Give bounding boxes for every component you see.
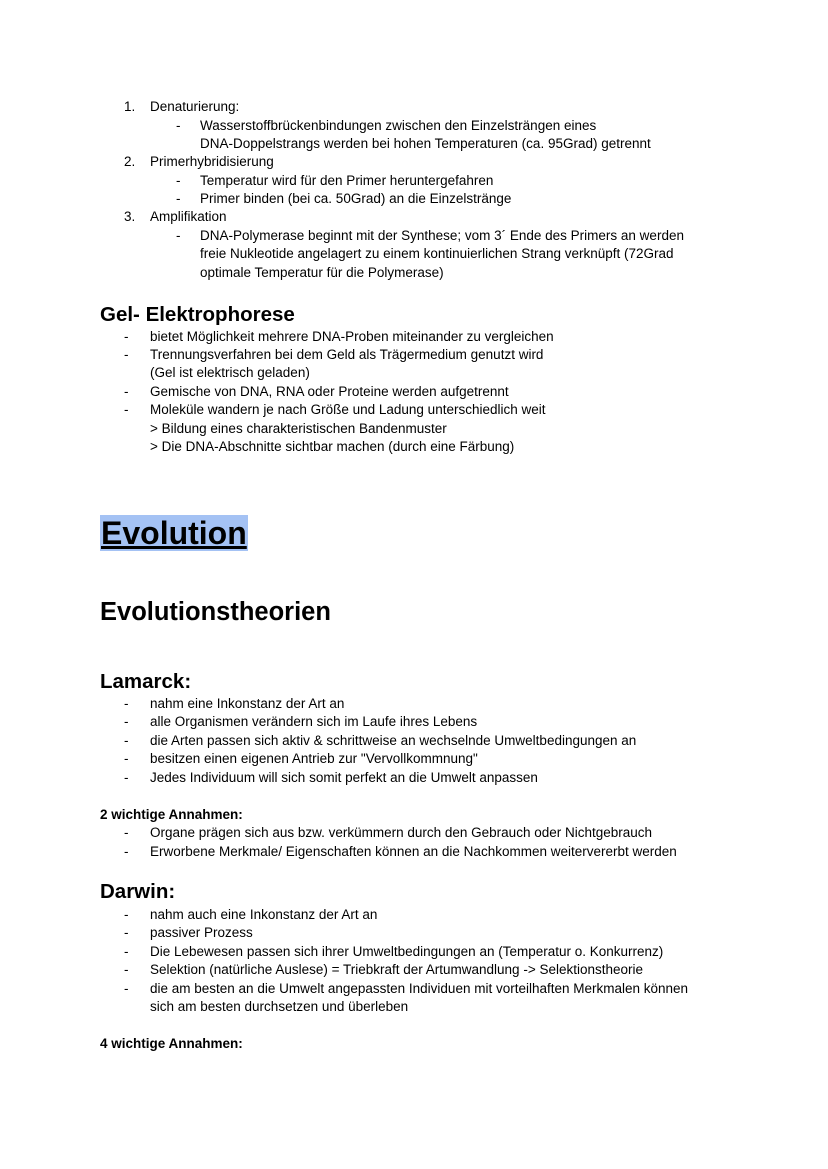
list-dash: - [124,944,129,959]
list-dash: - [124,907,129,922]
list-dash: - [124,733,129,748]
list-dash: - [124,329,129,344]
list-dash: - [124,402,129,417]
list-dash: - [124,981,129,996]
evolution-title [100,513,248,553]
lamarck-item: besitzen einen eigenen Antrieb zur "Vervollkommnung" [150,751,478,766]
darwin-heading: Darwin: [100,880,176,903]
list-dash: - [124,962,129,977]
lamarck-item: nahm eine Inkonstanz der Art an [150,696,345,711]
pcr-step-2-point: Primer binden (bei ca. 50Grad) an die Einzelstränge [200,191,512,206]
gel-item: bietet Möglichkeit mehrere DNA-Proben miteinander zu vergleichen [150,329,554,344]
gel-item: Gemische von DNA, RNA oder Proteine werden aufgetrennt [150,384,509,399]
lamarck-item: die Arten passen sich aktiv & schrittweise an wechselnde Umweltbedingungen an [150,733,637,748]
list-dash: - [124,696,129,711]
pcr-step-3-point-cont: optimale Temperatur für die Polymerase) [200,265,444,280]
lamarck-item: Jedes Individuum will sich somit perfekt an die Umwelt anpassen [150,770,538,785]
pcr-step-1-number: 1. [124,99,136,114]
pcr-step-1-title: Denaturierung: [150,99,240,114]
pcr-step-1-point: Wasserstoffbrückenbindungen zwischen den Einzelsträngen eines [200,118,597,133]
lamarck-assumptions-heading: 2 wichtige Annahmen: [100,807,243,822]
darwin-item: passiver Prozess [150,925,253,940]
pcr-step-3-number: 3. [124,209,136,224]
list-dash: - [124,770,129,785]
lamarck-assumption: Organe prägen sich aus bzw. verkümmern durch den Gebrauch oder Nichtgebrauch [150,825,653,840]
darwin-item: Die Lebewesen passen sich ihrer Umweltbedingungen an (Temperatur o. Konkurrenz) [150,944,664,959]
darwin-item: nahm auch eine Inkonstanz der Art an [150,907,378,922]
darwin-item: die am besten an die Umwelt angepassten Individuen mit vorteilhaften Merkmalen können [150,981,689,996]
gel-item-cont: > Die DNA-Abschnitte sichtbar machen (durch eine Färbung) [150,439,515,454]
gel-item-cont: (Gel ist elektrisch geladen) [150,365,310,380]
list-dash: - [176,118,181,133]
lamarck-assumption: Erworbene Merkmale/ Eigenschaften können an die Nachkommen weitervererbt werden [150,844,677,859]
darwin-assumptions-heading: 4 wichtige Annahmen: [100,1036,243,1051]
gel-item-cont: > Bildung eines charakteristischen Bandenmuster [150,421,447,436]
pcr-step-2-point: Temperatur wird für den Primer heruntergefahren [200,173,494,188]
darwin-item-cont: sich am besten durchsetzen und überleben [150,999,409,1014]
list-dash: - [176,191,181,206]
list-dash: - [124,825,129,840]
pcr-step-2-number: 2. [124,154,136,169]
pcr-step-3-point: DNA-Polymerase beginnt mit der Synthese; vom 3´ Ende des Primers an werden [200,228,684,243]
list-dash: - [124,751,129,766]
lamarck-heading: Lamarck: [100,670,192,693]
evolution-subtitle: Evolutionstheorien [100,598,331,626]
evolution-title-text: Evolution [101,515,247,551]
list-dash: - [124,844,129,859]
pcr-step-3-title: Amplifikation [150,209,227,224]
pcr-step-1-point-cont: DNA-Doppelstrangs werden bei hohen Temperaturen (ca. 95Grad) getrennt [200,136,651,151]
list-dash: - [124,347,129,362]
list-dash: - [124,925,129,940]
list-dash: - [124,714,129,729]
gel-heading: Gel- Elektrophorese [100,303,295,326]
lamarck-item: alle Organismen verändern sich im Laufe ihres Lebens [150,714,478,729]
gel-item: Moleküle wandern je nach Größe und Ladung unterschiedlich weit [150,402,546,417]
list-dash: - [176,228,181,243]
list-dash: - [124,384,129,399]
darwin-item: Selektion (natürliche Auslese) = Triebkraft der Artumwandlung -> Selektionstheorie [150,962,644,977]
list-dash: - [176,173,181,188]
pcr-step-2-title: Primerhybridisierung [150,154,274,169]
gel-item: Trennungsverfahren bei dem Geld als Trägermedium genutzt wird [150,347,544,362]
pcr-step-3-point-cont: freie Nukleotide angelagert zu einem kontinuierlichen Strang verknüpft (72Grad [200,246,674,261]
